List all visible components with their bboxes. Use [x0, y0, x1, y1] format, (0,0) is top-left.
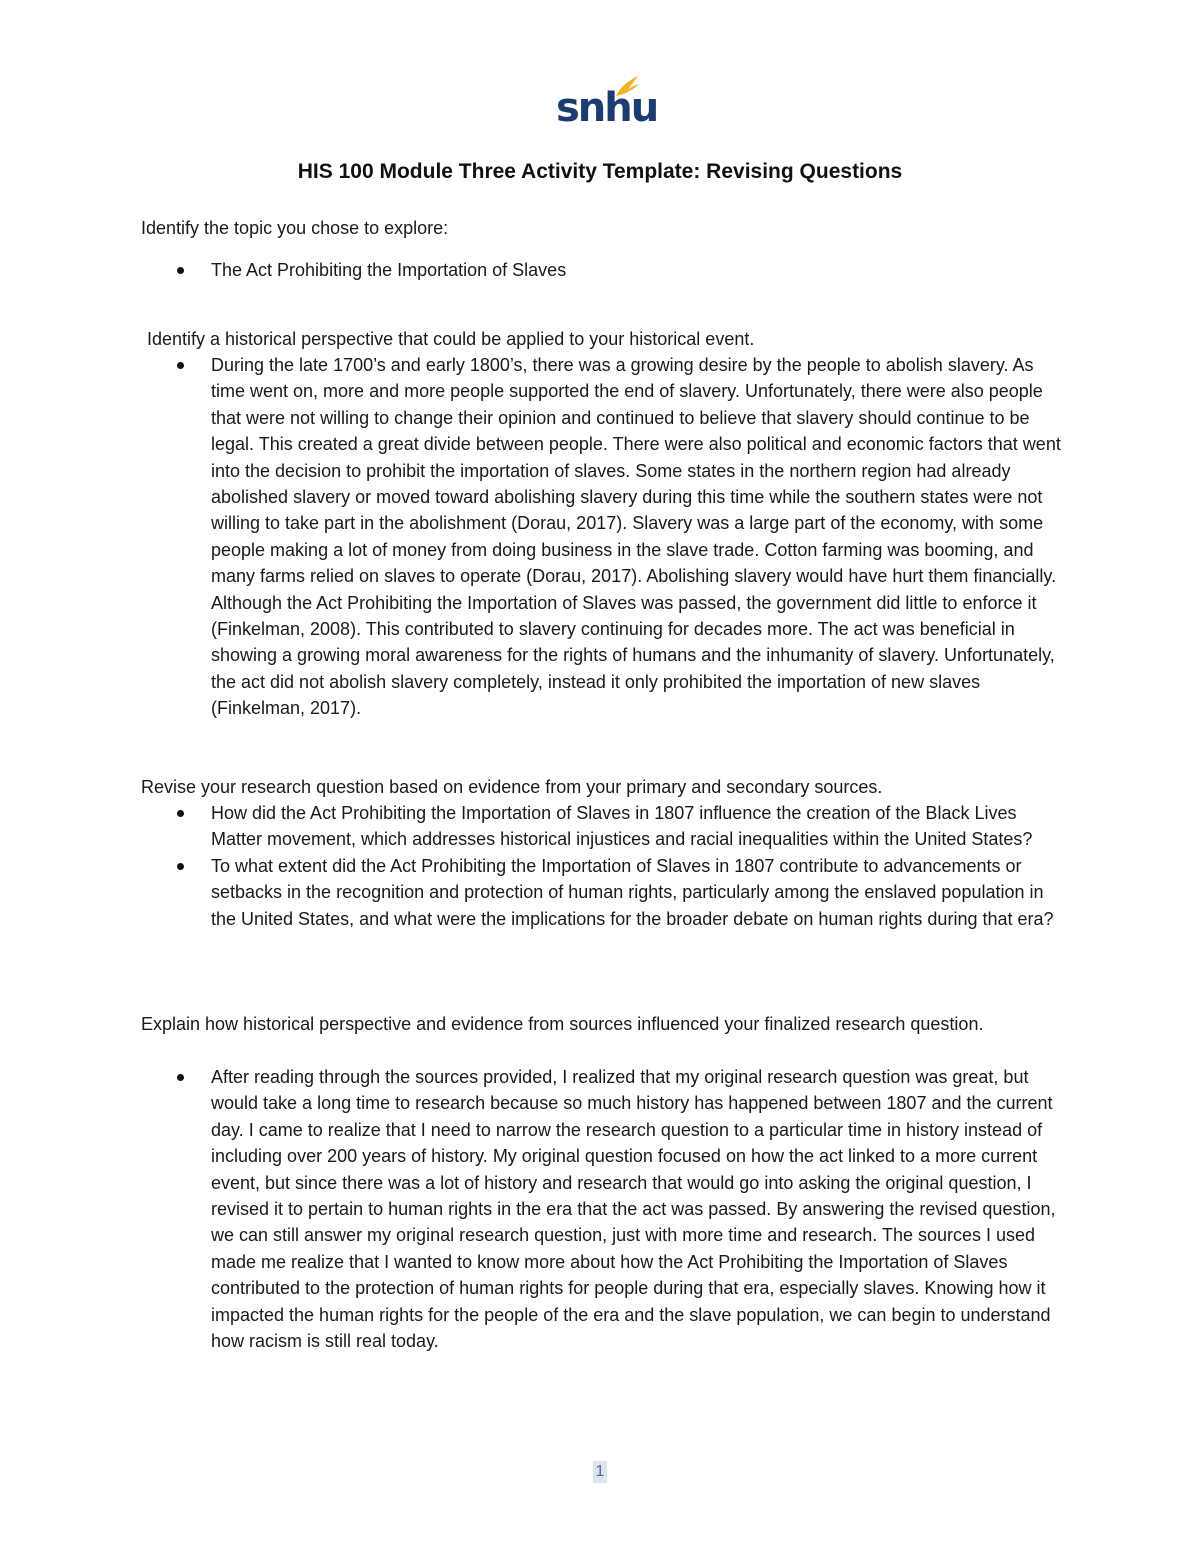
list-item: The Act Prohibiting the Importation of Slaves: [211, 257, 1071, 283]
list-item: After reading through the sources provided, I realized that my original research question was great, but would take a long time to research because so much history has happened between 1807 and the current day. I came to realize that I need to narrow the research question to a particular time in history instead of including over 200 years of history. My original question focused on how the act linked to a more current event, but since there was a lot of history and research that would go into asking the original question, I revised it to pertain to human rights in the era that the act was passed. By answering the revised question, we can still answer my original research question, just with more time and research. The sources I used made me realize that I wanted to know more about how the Act Prohibiting the Importation of Slaves contributed to the protection of human rights for people during that era, especially slaves. Knowing how it impacted the human rights for the people of the era and the slave population, we can begin to understand how racism is still real today.: [211, 1064, 1071, 1354]
section-3-prompt: Revise your research question based on evidence from your primary and secondary sources.: [141, 777, 883, 797]
section-4-bullets: [211, 1064, 1071, 1354]
logo-wordmark: snhu: [556, 85, 658, 131]
page-title: HIS 100 Module Three Activity Template: Revising Questions: [297, 160, 903, 183]
section-1-bullets: [211, 257, 1071, 283]
section-1-prompt: Identify the topic you chose to explore:: [141, 218, 449, 238]
section-2-bullets: [211, 352, 1071, 722]
snhu-logo: [556, 74, 658, 134]
list-item: To what extent did the Act Prohibiting the Importation of Slaves in 1807 contribute to advancements or setbacks in the recognition and protection of human rights, particularly among the enslaved population in the United States, and what were the implications for the broader debate on human rights during that era?: [211, 853, 1071, 932]
section-2-prompt: Identify a historical perspective that could be applied to your historical event.: [147, 329, 755, 349]
section-4-prompt: Explain how historical perspective and evidence from sources influenced your finalized research question.: [141, 1014, 984, 1034]
section-3-bullets: [211, 800, 1071, 932]
list-item: During the late 1700’s and early 1800’s, there was a growing desire by the people to abolish slavery. As time went on, more and more people supported the end of slavery. Unfortunately, there were also people that were not willing to change their opinion and continued to believe that slavery should continue to be legal. This created a great divide between people. There were also political and economic factors that went into the decision to prohibit the importation of slaves. Some states in the northern region had already abolished slavery or moved toward abolishing slavery during this time while the southern states were not willing to take part in the abolishment (Dorau, 2017). Slavery was a large part of the economy, with some people making a lot of money from doing business in the slave trade. Cotton farming was booming, and many farms relied on slaves to operate (Dorau, 2017). Abolishing slavery would have hurt them financially. Although the Act Prohibiting the Importation of Slaves was passed, the government did little to enforce it (Finkelman, 2008). This contributed to slavery continuing for decades more. The act was beneficial in showing a growing moral awareness for the rights of humans and the inhumanity of slavery. Unfortunately, the act did not abolish slavery completely, instead it only prohibited the importation of new slaves (Finkelman, 2017).: [211, 352, 1071, 722]
page-number: 1: [593, 1461, 607, 1483]
list-item: How did the Act Prohibiting the Importation of Slaves in 1807 influence the creation of the Black Lives Matter movement, which addresses historical injustices and racial inequalities within the United States?: [211, 800, 1071, 853]
